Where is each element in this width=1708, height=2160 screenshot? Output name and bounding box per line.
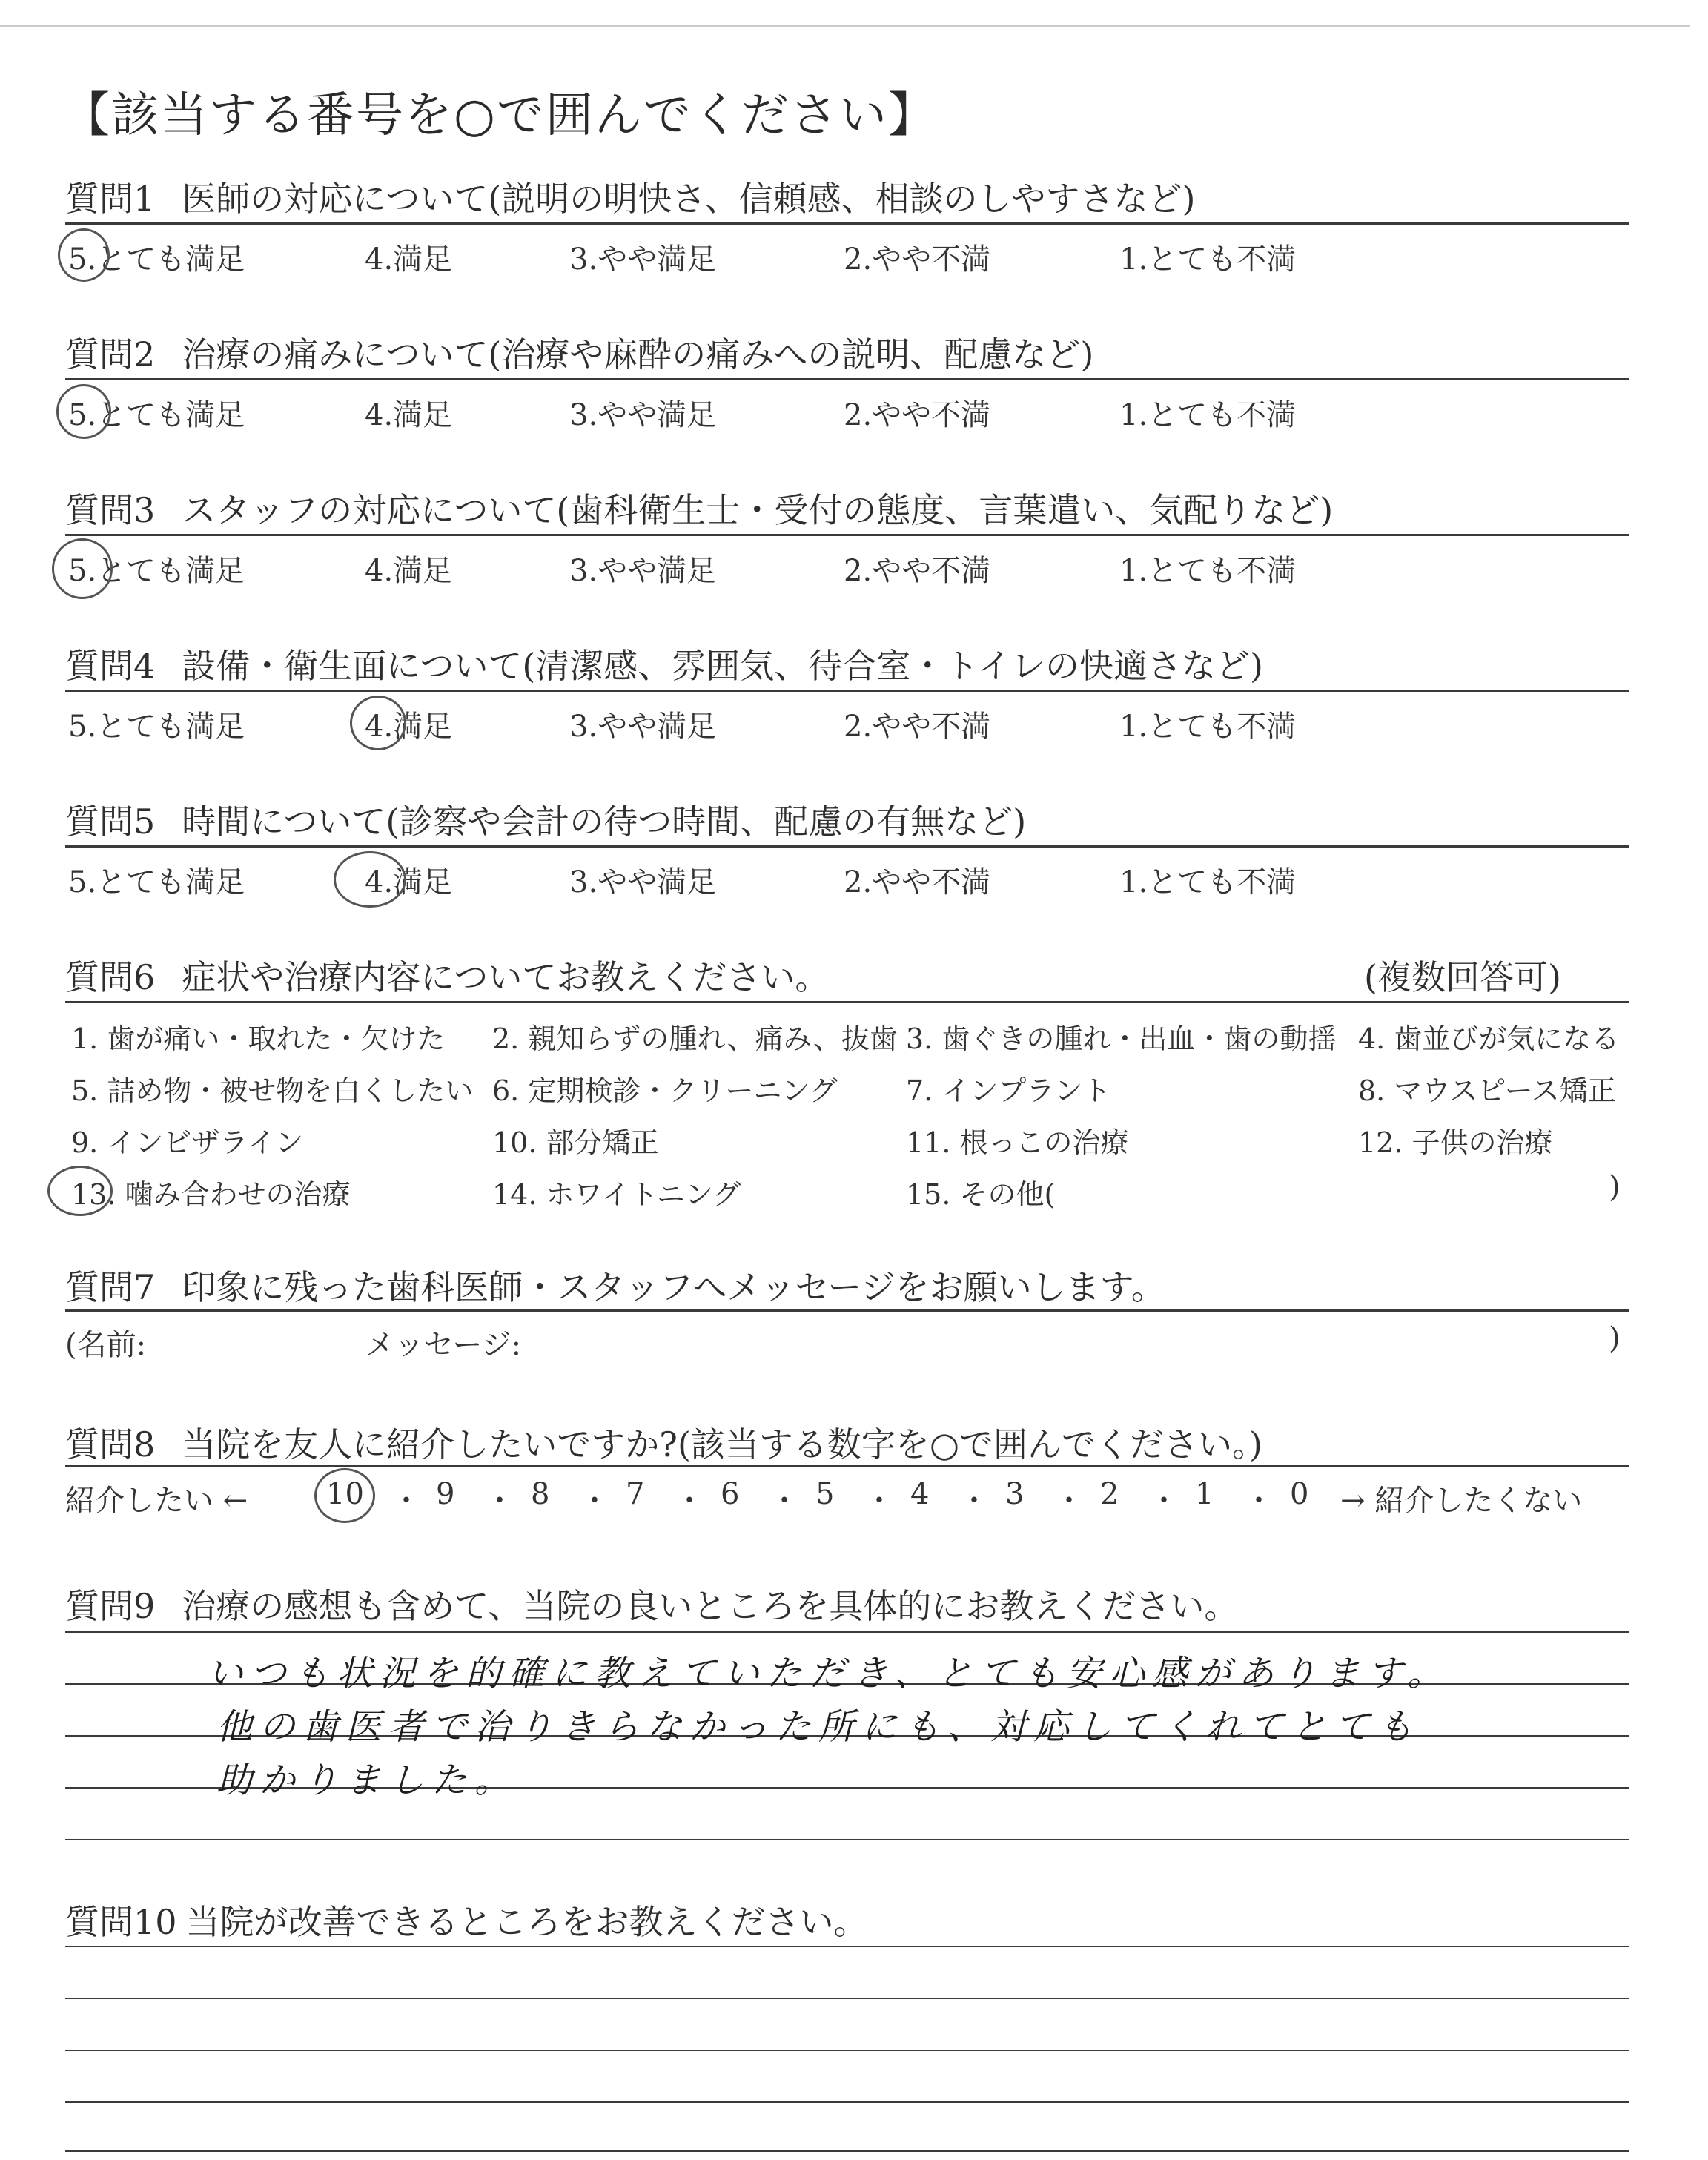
q7-number: 質問7 xyxy=(65,1267,156,1307)
q7-rule xyxy=(65,1309,1629,1312)
q8-scale-dot: ・ xyxy=(959,1484,989,1518)
q10-answer-line-4 xyxy=(65,2101,1629,2103)
q1-option-1[interactable]: 1.とても不満 xyxy=(1119,242,1297,277)
q9-heading xyxy=(65,1579,1238,1628)
q6-item-3[interactable]: 3. 歯ぐきの腫れ・出血・歯の動揺 xyxy=(906,1023,1337,1055)
q8-text: 当院を友人に紹介したいですか?(該当する数字を○で囲んでください。) xyxy=(182,1424,1262,1464)
q9-answer-line-5 xyxy=(65,1839,1629,1840)
q10-answer-line-2 xyxy=(65,1998,1629,1999)
q9-number: 質問9 xyxy=(65,1586,156,1626)
q5-number: 質問5 xyxy=(65,802,156,842)
q8-scale-1[interactable]: 1 xyxy=(1195,1477,1214,1511)
q9-answer-line-1 xyxy=(65,1631,1629,1633)
q6-item-15[interactable]: 15. その他( xyxy=(906,1178,1056,1211)
q6-item-7[interactable]: 7. インプラント xyxy=(906,1074,1111,1107)
q1-option-4[interactable]: 4.満足 xyxy=(365,242,453,277)
q6-item-12[interactable]: 12. 子供の治療 xyxy=(1358,1126,1553,1159)
q8-scale-dot: ・ xyxy=(485,1484,514,1518)
q6-item-1[interactable]: 1. 歯が痛い・取れた・欠けた xyxy=(71,1023,446,1055)
q2-selection-circle xyxy=(56,384,111,439)
q3-heading xyxy=(65,483,1333,532)
q8-scale-0[interactable]: 0 xyxy=(1290,1477,1309,1511)
q4-option-1[interactable]: 1.とても不満 xyxy=(1119,710,1297,744)
q5-option-3[interactable]: 3.やや満足 xyxy=(569,865,717,899)
q2-number: 質問2 xyxy=(65,334,156,374)
q1-number: 質問1 xyxy=(65,179,156,219)
q5-option-2[interactable]: 2.やや不満 xyxy=(844,865,991,899)
q4-rule xyxy=(65,690,1629,692)
q7-text: 印象に残った歯科医師・スタッフへメッセージをお願いします。 xyxy=(182,1267,1165,1307)
q1-rule xyxy=(65,222,1629,225)
q8-scale-8[interactable]: 8 xyxy=(531,1477,550,1511)
q5-selection-circle xyxy=(334,851,406,908)
q5-rule xyxy=(65,845,1629,848)
q3-number: 質問3 xyxy=(65,490,156,530)
q7-heading xyxy=(65,1261,1165,1309)
q9-handwritten-answer-line-2: 他の歯医者で治りきらなかった所にも、対応してくれてとても xyxy=(216,1706,1421,1748)
q8-number: 質問8 xyxy=(65,1424,156,1464)
q8-scale-dot: ・ xyxy=(391,1484,421,1518)
q6-item-5[interactable]: 5. 詰め物・被せ物を白くしたい xyxy=(71,1074,474,1107)
q4-option-5[interactable]: 5.とても満足 xyxy=(68,710,245,744)
q4-heading xyxy=(65,639,1263,688)
q8-selection-circle xyxy=(314,1468,375,1523)
q3-option-1[interactable]: 1.とても不満 xyxy=(1119,554,1297,588)
q3-rule xyxy=(65,534,1629,536)
q6-item-4[interactable]: 4. 歯並びが気になる xyxy=(1358,1023,1620,1055)
q9-handwritten-answer-line-1: いつも状況を的確に教えていただき、とても安心感があります。 xyxy=(208,1653,1451,1694)
q5-text: 時間について(診察や会計の待つ時間、配慮の有無など) xyxy=(182,802,1027,842)
q2-option-2[interactable]: 2.やや不満 xyxy=(844,398,991,432)
q4-text: 設備・衛生面について(清潔感、雰囲気、待合室・トイレの快適さなど) xyxy=(182,646,1263,686)
q1-option-3[interactable]: 3.やや満足 xyxy=(569,242,717,277)
q6-heading xyxy=(65,951,829,1000)
q6-text: 症状や治療内容についてお教えください。 xyxy=(182,957,830,997)
q1-selection-circle xyxy=(58,228,110,282)
q10-answer-line-1 xyxy=(65,1946,1629,1947)
q8-rule xyxy=(65,1465,1629,1467)
q4-selection-circle xyxy=(350,696,406,750)
q6-item-8[interactable]: 8. マウスピース矯正 xyxy=(1358,1074,1616,1107)
q6-other-close-paren: ) xyxy=(1609,1170,1621,1204)
q3-option-5[interactable]: 5.とても満足 xyxy=(68,554,245,588)
q2-rule xyxy=(65,378,1629,380)
q8-scale-2[interactable]: 2 xyxy=(1100,1477,1119,1511)
q5-option-5[interactable]: 5.とても満足 xyxy=(68,865,245,899)
q8-scale-dot: ・ xyxy=(864,1484,894,1518)
q10-number: 質問10 xyxy=(65,1902,177,1942)
q8-scale-10[interactable]: 10 xyxy=(326,1477,364,1511)
q8-scale-dot: ・ xyxy=(769,1484,799,1518)
q6-number: 質問6 xyxy=(65,957,156,997)
q10-text: 当院が改善できるところをお教えください。 xyxy=(185,1902,868,1942)
q8-right-label: → 紹介したくない xyxy=(1340,1484,1583,1518)
q10-answer-line-3 xyxy=(65,2050,1629,2051)
q3-option-4[interactable]: 4.満足 xyxy=(365,554,453,588)
q3-option-3[interactable]: 3.やや満足 xyxy=(569,554,717,588)
q8-scale-dot: ・ xyxy=(1149,1484,1179,1518)
q8-scale-dot: ・ xyxy=(580,1484,609,1518)
q1-option-5[interactable]: 5.とても満足 xyxy=(68,242,245,277)
q1-text: 医師の対応について(説明の明快さ、信頼感、相談のしやすさなど) xyxy=(182,179,1196,219)
q5-option-4[interactable]: 4.満足 xyxy=(365,865,453,899)
q7-name-label: (名前: xyxy=(65,1328,147,1362)
q1-option-2[interactable]: 2.やや不満 xyxy=(844,242,991,277)
q8-scale-7[interactable]: 7 xyxy=(626,1477,645,1511)
q1-heading xyxy=(65,172,1195,221)
q6-item-2[interactable]: 2. 親知らずの腫れ、痛み、抜歯 xyxy=(492,1023,898,1055)
q8-heading xyxy=(65,1418,1262,1467)
page-title: 【該当する番号を○で囲んでください】 xyxy=(62,88,937,143)
q8-scale-3[interactable]: 3 xyxy=(1005,1477,1025,1511)
q5-heading xyxy=(65,795,1026,844)
q6-item-11[interactable]: 11. 根っこの治療 xyxy=(906,1126,1129,1159)
q4-option-3[interactable]: 3.やや満足 xyxy=(569,710,717,744)
q10-heading xyxy=(65,1895,868,1944)
q5-option-1[interactable]: 1.とても不満 xyxy=(1119,865,1297,899)
q9-text: 治療の感想も含めて、当院の良いところを具体的にお教えください。 xyxy=(182,1586,1239,1626)
q10-answer-line-5 xyxy=(65,2150,1629,2152)
q4-option-4[interactable]: 4.満足 xyxy=(365,710,453,744)
q6-item-14[interactable]: 14. ホワイトニング xyxy=(492,1178,741,1211)
q3-option-2[interactable]: 2.やや不満 xyxy=(844,554,991,588)
q4-option-2[interactable]: 2.やや不満 xyxy=(844,710,991,744)
q6-selection-circle xyxy=(47,1166,113,1216)
q8-scale-dot: ・ xyxy=(1054,1484,1084,1518)
q7-message-label: メッセージ: xyxy=(365,1328,522,1362)
q8-scale-9[interactable]: 9 xyxy=(436,1477,455,1511)
top-border xyxy=(0,25,1690,27)
q2-option-4[interactable]: 4.満足 xyxy=(365,398,453,432)
q2-option-5[interactable]: 5.とても満足 xyxy=(68,398,245,432)
q3-text: スタッフの対応について(歯科衛生士・受付の態度、言葉遣い、気配りなど) xyxy=(182,490,1334,530)
q6-item-6[interactable]: 6. 定期検診・クリーニング xyxy=(492,1074,838,1107)
q2-heading xyxy=(65,328,1093,377)
q9-handwritten-answer-line-3: 助かりました。 xyxy=(216,1760,518,1801)
q8-scale-dot: ・ xyxy=(1244,1484,1274,1518)
q2-option-1[interactable]: 1.とても不満 xyxy=(1119,398,1297,432)
q6-item-9[interactable]: 9. インビザライン xyxy=(71,1126,304,1159)
q6-item-13[interactable]: 13. 噛み合わせの治療 xyxy=(71,1178,351,1211)
q8-scale-5[interactable]: 5 xyxy=(815,1477,835,1511)
q2-text: 治療の痛みについて(治療や麻酔の痛みへの説明、配慮など) xyxy=(182,334,1094,374)
q4-number: 質問4 xyxy=(65,646,156,686)
q2-option-3[interactable]: 3.やや満足 xyxy=(569,398,717,432)
q3-selection-circle xyxy=(52,538,113,599)
q8-scale-6[interactable]: 6 xyxy=(721,1477,740,1511)
q6-rule xyxy=(65,1001,1629,1003)
q6-item-10[interactable]: 10. 部分矯正 xyxy=(492,1126,659,1159)
q8-scale-4[interactable]: 4 xyxy=(910,1477,930,1511)
q6-multiple-answer-note: (複数回答可) xyxy=(1364,957,1561,997)
q8-left-label: 紹介したい ← xyxy=(65,1484,248,1518)
q8-scale-dot: ・ xyxy=(675,1484,704,1518)
q7-close-paren: ) xyxy=(1609,1321,1621,1355)
